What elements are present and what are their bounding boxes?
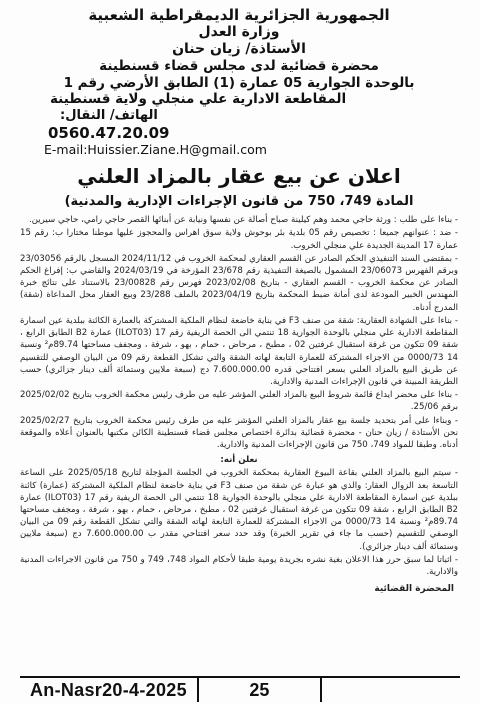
paragraph-against: - ضد : عنوانهم جميعا : تخصيص رقم 05 بلدية بئر بوحوش ولاية سوق اهراس والمحجوز عليها موطنا مختارا ب: رقم 15 عمارة 17 المدينة الجديدة علي منجلي الخروب.: [20, 228, 458, 251]
republic-line: الجمهورية الجزائرية الديمقراطية الشعبية: [88, 6, 390, 24]
issue-label: An-Nasr20-4-2025: [20, 678, 199, 702]
bailiff-name: الأستاذة/ زيان حنان: [172, 41, 306, 58]
paragraph-order: - وبناءا على أمر بتحديد جلسة بيع عقار بالمزاد العلني المؤشر عليه من طرف رئيس محكمة الخروب بتاريخ 2025/02/27 نحن الأستاذة / زيان حنان - محضرة قضائية بدائرة اختصاص مجلس قضاء قسنطينة الكائن مكتبها بالعنوان أعلاه والموقعة أدناه. وطبقا للمواد 749، 750 من قانون الإجراءات المدنية والادارية.: [20, 415, 458, 450]
phone-label: الهاتف/ النقال:: [60, 107, 158, 123]
phone-number: 0560.47.20.09: [48, 123, 170, 142]
page-footer: [20, 676, 460, 702]
signature-label: المحضرة القضائية: [374, 584, 454, 595]
office-line: محضرة قضائية لدى مجلس قضاء قسنطينة: [99, 58, 379, 75]
email-line: E-mail:Huissier.Ziane.H@gmail.com: [44, 142, 267, 158]
page-number: 25: [249, 679, 270, 700]
address-line-1: بالوحدة الجوارية 05 عمارة (1) الطابق الأرضي رقم 1: [63, 74, 415, 91]
ministry-line: وزارة العدل: [198, 24, 280, 41]
paragraph-executive-title: - بمقتضى السند التنفيذي الحكم الصادر عن القسم العقاري لمحكمة الخروب في 2024/11/12 المسجل بالرقم 23/03056 وبرقم الفهرس 23/06073 المشمول بالصيغة التنفيذية رقم 23/678 المؤرخة في 2024/03/19 والقاضي ب: إفراغ الحكم الصادر عن محكمة الخروب - القسم العقاري - بتاريخ 2023/02/08 فهرس رقم 23/00828 بالاستناد على نتائج خبرة المهندس الخبير المودعة لدى أمانة ضبط المحكمة بتاريخ 2023/04/19 بالملف 23/288 وبيع العقار محل المداعاة (شقة) المدرج أدناه.: [20, 253, 459, 313]
paragraph-request: - بناءا على طلب : ورثة حاجي محمد وهم كيلينة صباح أصالة عن نفسها ونيابة عن أبنائها القصر حاجي رامي، حاجي سيرين.: [29, 215, 458, 226]
footer-blank-cell: [320, 678, 460, 702]
address-line-2: المقاطعة الادارية علي منجلي ولاية قسنطينة: [50, 91, 347, 108]
paragraph-certificate: - بناءا على الشهادة العقارية: شقة من صنف F3 في بناية خاضعة لنظام الملكية المشتركة بالعمارة الكائنة ببلدية عين اسمارة المقاطعة الادارية علي منجلي بالوحدة الجوارية 18 تنتمي الى الحصة الريفية رقم 17 (ILOT03) عمارة B2 الطابق الرابع ، شقة 09 تتكون من غرفة استقبال غرفتين 02 ، مطبخ ، مرحاض ، حمام ، بهو ، شرفة ، ومجفف مساحتها 89.74م² ونسبة 14 0000/73 من الاجزاء المشتركة للعمارة التابعة لهاته الشقة والتي تشكل القطعة رقم 09 من البيان الوصفي للتقسيم عن طريق البيع بالمزاد العلني بسعر افتتاحي قدره 7.600.000.00 دج (سبعة ملايين وستمائة ألف دينار جزائري) حسب الطريقة المبينة في قانون الإجراءات المدنية والادارية.: [20, 315, 459, 387]
notice-articles: المادة 749، 750 من قانون الإجراءات الإدارية والمدنية): [64, 194, 414, 210]
paragraph-announce: نعلن أنه:: [220, 455, 258, 466]
paragraph-closing: - اثباتا لما سبق حرر هذا الاعلان بغية نشره بجريدة يومية طبقا لأحكام المواد 748، 749 و 750 من قانون الاجراءات المدنية والادارية.: [20, 554, 458, 577]
letterhead: [20, 6, 458, 157]
paragraph-sale: - سيتم البيع بالمزاد العلني بقاعة البيوع العقارية بمحكمة الخروب في الجلسة المؤجلة لتاريخ 2025/05/18 على الساعة التاسعة بعد الزوال العقار: والذي هو عبارة عن شقة من صنف F3 في بناية خاضعة لنظام الملكية المشتركة (عمارة) كائنة ببلدية عين اسمارة المقاطعة الادارية علي منجلي بالوحدة الجوارية 18 تنتمي الى الحصة الريفية رقم 17 (ILOT03) عمارة B2 الطابق الرابع ، شقة 09 تتكون من غرفة استقبال غرفتين 02 ، مطبخ ، مرحاض ، حمام ، بهو ، شرفة ، ومجفف مساحتها 89.74م² ونسبة 14 0000/73 من الاجزاء المشتركة للعمارة التابعة لهاته الشقة والتي تشكل القطعة رقم 09 من البيان الوصفي للتقسيم (حسب ما جاء في تقرير الخبرة) وقد حدد سعر افتتاحي مقدر ب 7.600.000.00 دج (سبعة ملايين وستمائة ألف دينار جزائري).: [20, 468, 459, 552]
paragraph-conditions: - بناءا على محضر ايداع قائمة شروط البيع بالمزاد العلني المؤشر عليه من طرف رئيس محكمة الخروب بتاريخ 2025/02/02 برقم 25/06.: [20, 390, 458, 413]
notice-title: اعلان عن بيع عقار بالمزاد العلني: [77, 164, 401, 189]
notice-body: [20, 214, 458, 578]
